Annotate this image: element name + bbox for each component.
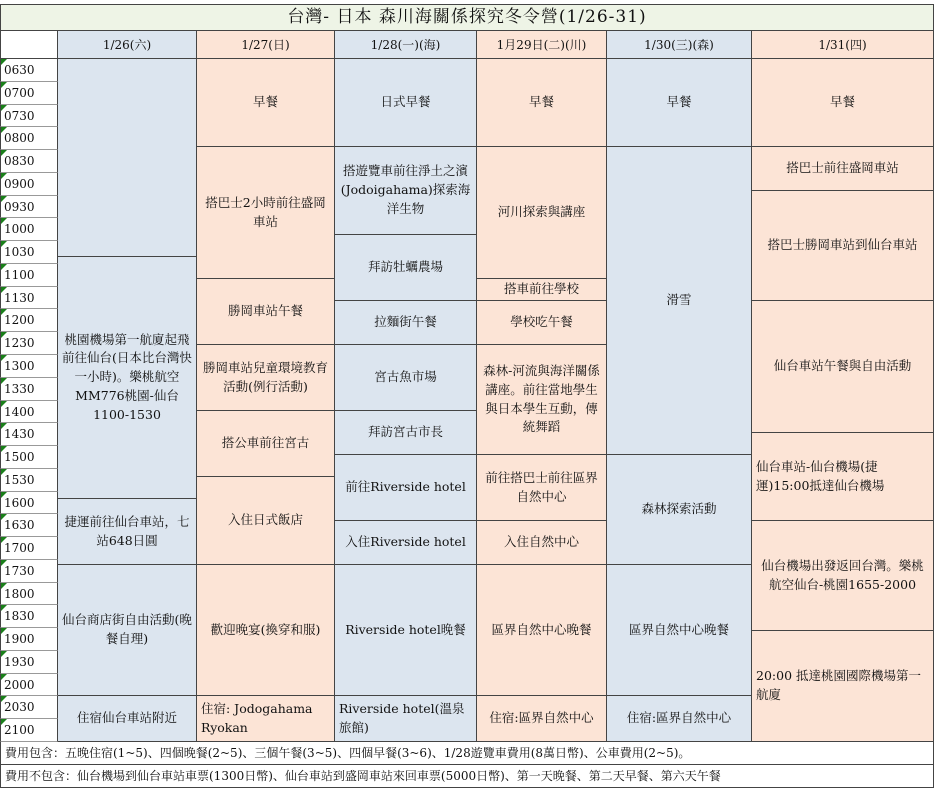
day1-empty: [58, 59, 197, 257]
time-label: 1100: [0, 264, 58, 287]
footer-included: 費用包含：五晚住宿(1~5)、四個晚餐(2~5)、三個午餐(3~5)、四個早餐(3~6)、1/28遊覽車費用(8萬日幣)、公車費用(2~5)。: [0, 742, 934, 765]
time-label: 2000: [0, 674, 58, 696]
time-label: 2030: [0, 696, 58, 719]
time-label: 2100: [0, 719, 58, 742]
time-label: 1630: [0, 514, 58, 537]
day3-go-hotel: 前往Riverside hotel: [335, 455, 477, 521]
day3-ramen-lunch: 拉麵街午餐: [335, 301, 477, 345]
day3-stay: Riverside hotel(溫泉旅館): [335, 696, 477, 742]
day4-checkin: 入住自然中心: [477, 521, 607, 565]
time-label: 1000: [0, 218, 58, 241]
day3-oyster-farm: 拜訪牡蠣農場: [335, 235, 477, 301]
time-label: 1200: [0, 309, 58, 332]
time-label: 1530: [0, 469, 58, 492]
day-header-4: 1月29日(二)(川): [477, 31, 607, 59]
day2-lunch: 勝岡車站午餐: [197, 279, 335, 345]
day6-bus-sendai: 搭巴士勝岡車站到仙台車站: [752, 191, 934, 301]
day4-river: 河川探索與講座: [477, 147, 607, 279]
day2-kids-activity: 勝岡車站兒童環境教育活動(例行活動): [197, 345, 335, 411]
day6-bus-morioka: 搭巴士前往盛岡車站: [752, 147, 934, 191]
time-label: 0900: [0, 173, 58, 196]
day2-bus-miyako: 搭公車前往宮古: [197, 411, 335, 477]
day4-bus-center: 前往搭巴士前往區界自然中心: [477, 455, 607, 521]
time-label: 1230: [0, 332, 58, 355]
day2-breakfast: 早餐: [197, 59, 335, 147]
day6-arrive: 20:00 抵達桃園國際機場第一航廈: [752, 631, 934, 742]
time-label: 1300: [0, 355, 58, 378]
day4-stay: 住宿:區界自然中心: [477, 696, 607, 742]
day4-school-lunch: 學校吃午餐: [477, 301, 607, 345]
time-label: 0830: [0, 150, 58, 173]
day2-dinner: 歡迎晚宴(換穿和服): [197, 565, 335, 696]
day2-bus: 搭巴士2小時前往盛岡車站: [197, 147, 335, 279]
day1-flight: 桃園機場第一航廈起飛前往仙台(日本比台灣快一小時)。樂桃航空MM776桃園-仙台 1100-1530: [58, 257, 197, 499]
time-label: 1430: [0, 423, 58, 446]
time-label: 1830: [0, 605, 58, 628]
day1-shopping: 仙台商店街自由活動(晚餐自理): [58, 565, 197, 696]
day4-breakfast: 早餐: [477, 59, 607, 147]
time-label: 1330: [0, 378, 58, 401]
time-label: 1130: [0, 287, 58, 309]
day5-dinner: 區界自然中心晚餐: [607, 565, 752, 696]
time-label: 0930: [0, 196, 58, 218]
day2-checkin: 入住日式飯店: [197, 477, 335, 565]
time-label: 0630: [0, 59, 58, 82]
day3-dinner: Riverside hotel晚餐: [335, 565, 477, 696]
day1-stay: 住宿仙台車站附近: [58, 696, 197, 742]
time-label: 1600: [0, 492, 58, 514]
corner-cell: [0, 31, 58, 59]
day-header-1: 1/26(六): [58, 31, 197, 59]
time-label: 1800: [0, 583, 58, 605]
day3-mayor-visit: 拜訪宮古市長: [335, 411, 477, 455]
day4-dinner: 區界自然中心晚餐: [477, 565, 607, 696]
day-header-3: 1/28(一)(海): [335, 31, 477, 59]
time-label: 1500: [0, 446, 58, 469]
day3-checkin: 入住Riverside hotel: [335, 521, 477, 565]
day5-stay: 住宿:區界自然中心: [607, 696, 752, 742]
day6-flight: 仙台機場出發返回台灣。樂桃航空仙台-桃園1655-2000: [752, 521, 934, 631]
day6-lunch: 仙台車站午餐與自由活動: [752, 301, 934, 433]
day5-breakfast: 早餐: [607, 59, 752, 147]
time-label: 1730: [0, 560, 58, 583]
day-header-5: 1/30(三)(森): [607, 31, 752, 59]
day-header-6: 1/31(四): [752, 31, 934, 59]
time-label: 1700: [0, 537, 58, 560]
time-label: 1400: [0, 401, 58, 423]
day3-breakfast: 日式早餐: [335, 59, 477, 147]
day2-stay: 住宿: Jodogahama Ryokan: [197, 696, 335, 742]
day4-to-school: 搭車前往學校: [477, 279, 607, 301]
sheet-title: 台灣- 日本 森川海關係探究冬令營(1/26-31): [0, 4, 934, 31]
day5-ski: 滑雪: [607, 147, 752, 455]
footer-excluded: 費用不包含：仙台機場到仙台車站車票(1300日幣)、仙台車站到盛岡車站來回車票(5000日幣)、第一天晚餐、第二天早餐、第六天午餐: [0, 765, 934, 788]
day-header-2: 1/27(日): [197, 31, 335, 59]
time-label: 1030: [0, 241, 58, 264]
time-label: 0700: [0, 82, 58, 105]
time-label: 0730: [0, 105, 58, 127]
day6-breakfast: 早餐: [752, 59, 934, 147]
day6-to-airport: 仙台車站-仙台機場(捷運)15:00抵達仙台機場: [752, 433, 934, 521]
time-label: 1930: [0, 651, 58, 674]
day1-subway: 捷運前往仙台車站，七站648日圓: [58, 499, 197, 565]
day4-lecture: 森林-河流與海洋關係講座。前往當地學生與日本學生互動，傳統舞蹈: [477, 345, 607, 455]
day5-forest: 森林探索活動: [607, 455, 752, 565]
day3-fish-market: 宮古魚市場: [335, 345, 477, 411]
day3-cruise: 搭遊覽車前往淨土之濱(Jodoigahama)探索海洋生物: [335, 147, 477, 235]
time-label: 0800: [0, 127, 58, 150]
time-label: 1900: [0, 628, 58, 651]
